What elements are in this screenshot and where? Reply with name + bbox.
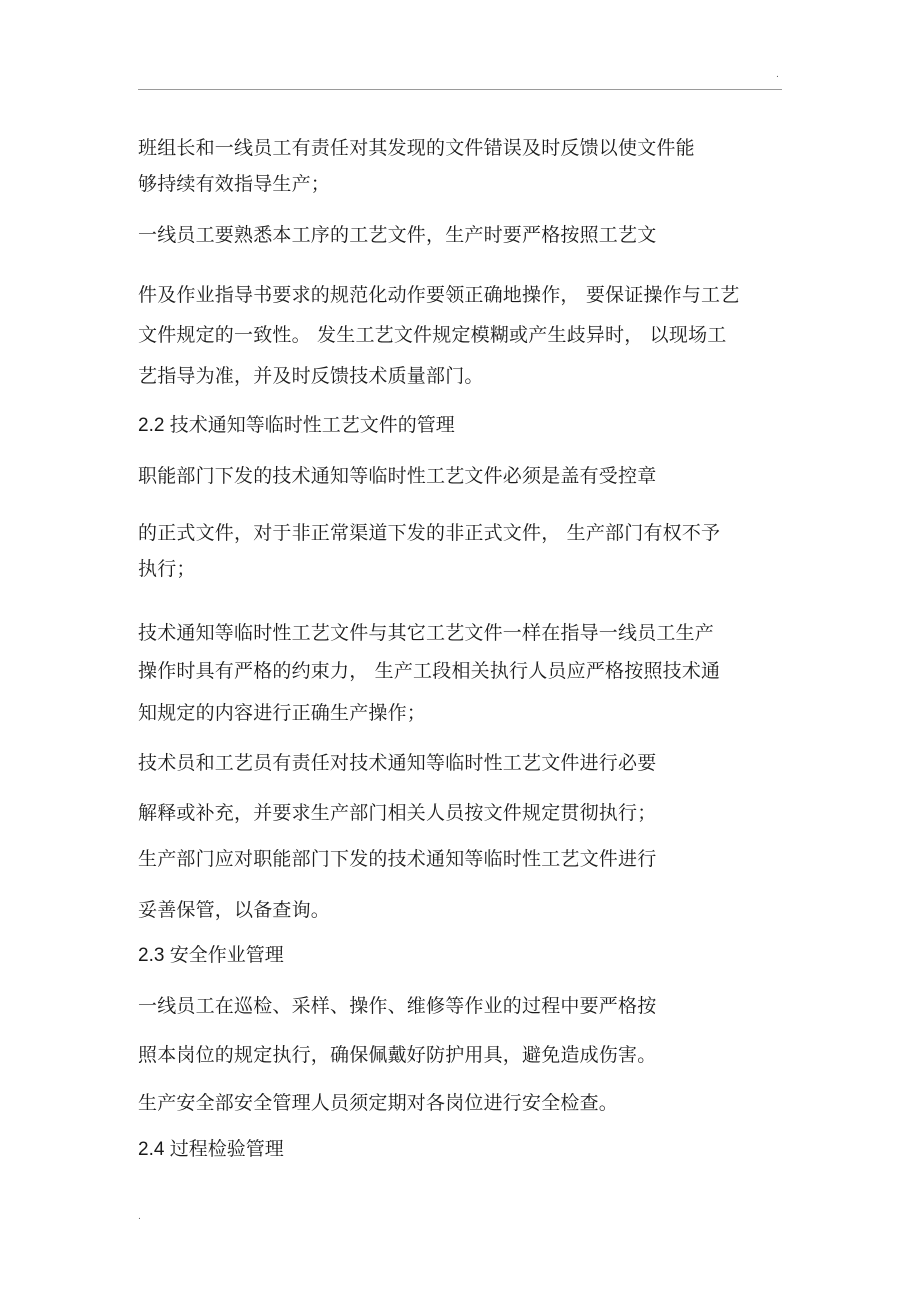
paragraph-line: 照本岗位的规定执行，确保佩戴好防护用具，避免造成伤害。 [138,1044,657,1066]
paragraph-line: 的正式文件，对于非正常渠道下发的非正式文件， 生产部门有权不予 [138,522,721,544]
paragraph-line: 一线员工在巡检、采样、操作、维修等作业的过程中要严格按 [138,995,657,1017]
paragraph-line: 操作时具有严格的约束力， 生产工段相关执行人员应严格按照技术通 [138,660,721,682]
paragraph-line: 知规定的内容进行正确生产操作； [138,702,427,724]
paragraph-line: 执行； [138,558,196,580]
paragraph-line: 文件规定的一致性。 发生工艺文件规定模糊或产生歧异时， 以现场工 [138,324,727,346]
section-heading: 2.2 技术通知等临时性工艺文件的管理 [138,415,455,436]
paragraph-line: 妥善保管，以备查询。 [138,899,331,921]
section-heading: 2.4 过程检验管理 [138,1139,284,1160]
paragraph-line: 技术员和工艺员有责任对技术通知等临时性工艺文件进行必要 [138,752,657,774]
paragraph-line: 艺指导为准，并及时反馈技术质量部门。 [138,365,484,387]
section-heading: 2.3 安全作业管理 [138,945,284,966]
header-rule [138,89,782,90]
paragraph-line: 生产部门应对职能部门下发的技术通知等临时性工艺文件进行 [138,848,657,870]
paragraph-line: 技术通知等临时性工艺文件与其它工艺文件一样在指导一线员工生产 [138,622,715,644]
header-mark: . [776,70,779,80]
paragraph-line: 一线员工要熟悉本工序的工艺文件，生产时要严格按照工艺文 [138,224,657,246]
paragraph-line: 件及作业指导书要求的规范化动作要领正确地操作， 要保证操作与工艺 [138,284,740,306]
paragraph-line: 解释或补充，并要求生产部门相关人员按文件规定贯彻执行； [138,802,657,824]
footer-mark: . [138,1212,141,1222]
paragraph-line: 班组长和一线员工有责任对其发现的文件错误及时反馈以使文件能 [138,137,695,159]
paragraph-line: 生产安全部安全管理人员须定期对各岗位进行安全检查。 [138,1092,619,1114]
paragraph-line: 够持续有效指导生产； [138,173,331,195]
paragraph-line: 职能部门下发的技术通知等临时性工艺文件必须是盖有受控章 [138,465,657,487]
